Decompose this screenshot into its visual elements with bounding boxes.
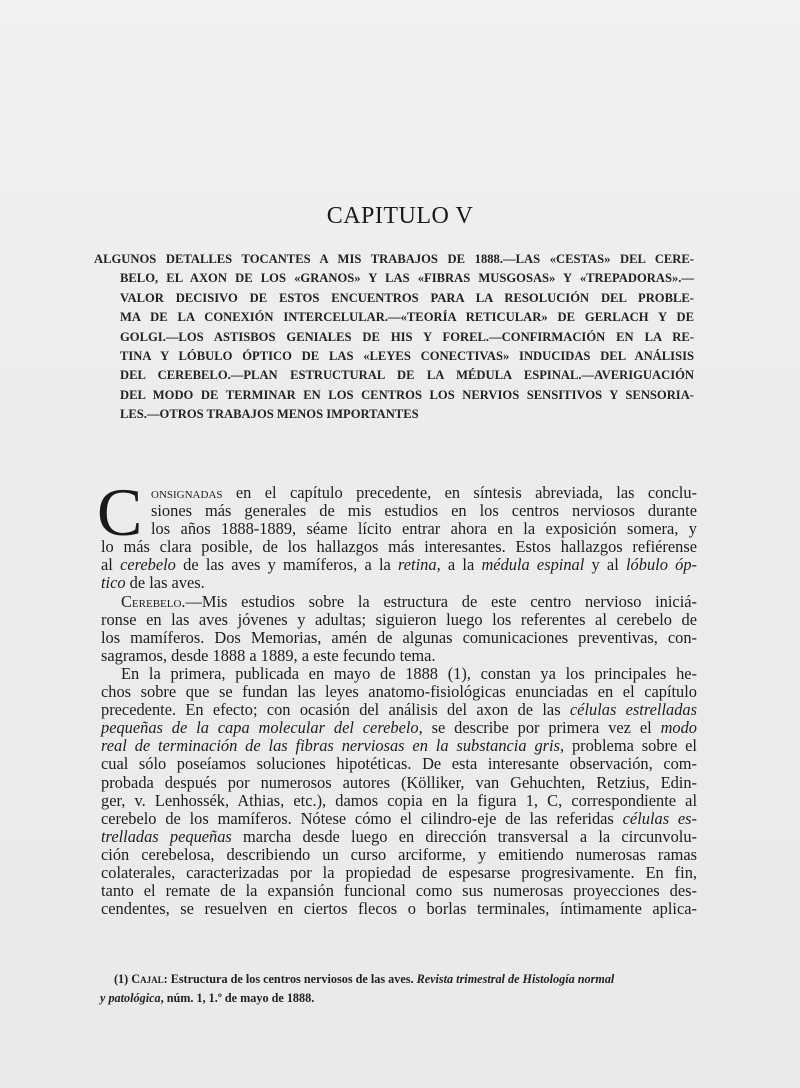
- footnote-line: y patológica, núm. 1, 1.º de mayo de 1888.: [100, 991, 315, 1005]
- summary-line: MA DE LA CONEXIÓN INTERCELULAR.—«TEORÍA RETICULAR» DE GERLACH Y DE: [120, 310, 694, 325]
- summary-line: ALGUNOS DETALLES TOCANTES A MIS TRABAJOS DE 1888.—LAS «CESTAS» DEL CERE-: [94, 252, 694, 266]
- summary-line: DEL MODO DE TERMINAR EN LOS CENTROS LOS NERVIOS SENSITIVOS Y SENSORIA-: [120, 387, 694, 402]
- paragraph-line: probada después por numerosos autores (Kölliker, van Gehuchten, Retzius, Edin-: [101, 772, 697, 792]
- paragraph-line: sagramos, desde 1888 a 1889, a este fecundo tema.: [101, 645, 436, 665]
- paragraph-line: trelladas pequeñas marcha desde luego en dirección transversal a la circunvolu-: [101, 826, 697, 846]
- paragraph-line: onsignadas en el capítulo precedente, en síntesis abreviada, las conclu-: [151, 483, 697, 502]
- summary-line: DEL CEREBELO.—PLAN ESTRUCTURAL DE LA MÉDULA ESPINAL.—AVERIGUACIÓN: [120, 368, 694, 383]
- summary-line: GOLGI.—LOS ASTISBOS GENIALES DE HIS Y FOREL.—CONFIRMACIÓN EN LA RE-: [120, 329, 694, 344]
- paragraph-line: cerebelo de los mamíferos. Nótese cómo el cilindro-eje de las referidas células es-: [101, 808, 698, 828]
- paragraph-line: pequeñas de la capa molecular del cerebelo, se describe por primera vez el modo: [101, 718, 697, 738]
- chapter-summary: [94, 250, 694, 425]
- paragraph-line: chos sobre que se fundan las leyes anatomo-fisiológicas enunciadas en el capítulo: [101, 682, 697, 702]
- paragraph-line: tico de las aves.: [101, 573, 205, 593]
- footnote: [100, 970, 698, 1008]
- paragraph-line: los mamíferos. Dos Memorias, amén de algunas comunicaciones preventivas, con-: [101, 627, 697, 647]
- paragraph-line: Cerebelo.—Mis estudios sobre la estructura de este centro nervioso iniciá-: [121, 591, 697, 611]
- footnote-line: (1) Cajal: Estructura de los centros nerviosos de las aves. Revista trimestral de Histología normal: [114, 972, 615, 986]
- paragraph-line: ronse en las aves jóvenes y adultas; siguieron luego los referentes al cerebelo de: [101, 609, 697, 629]
- drop-cap: C: [97, 474, 143, 550]
- paragraph-line: ger, v. Lenhossék, Athias, etc.), damos copia en la figura 1, C, correspondiente al: [101, 790, 697, 810]
- summary-line: TINA Y LÓBULO ÓPTICO DE LAS «LEYES CONECTIVAS» INDUCIDAS DEL ANÁLISIS: [120, 349, 694, 364]
- paragraph-line: colaterales, caracterizadas por la propiedad de espesarse progresivamente. En fin,: [101, 862, 697, 882]
- paragraph-line: los años 1888-1889, séame lícito entrar ahora en la exposición somera, y: [151, 519, 697, 539]
- summary-line: LES.—OTROS TRABAJOS MENOS IMPORTANTES: [120, 407, 419, 422]
- paragraph-line: tanto el remate de la expansión funcional como sus numerosas proyecciones des-: [101, 881, 697, 901]
- body-text: [97, 474, 698, 919]
- paragraph-line: ción cerebelosa, describiendo un curso arciforme, y emitiendo numerosas ramas: [101, 844, 697, 864]
- chapter-title: CAPITULO V: [326, 203, 474, 229]
- paragraph-line: siones más generales de mis estudios en los centros nerviosos durante: [151, 501, 697, 521]
- paragraph-line: precedente. En efecto; con ocasión del análisis del axon de las células estrelladas: [101, 700, 697, 720]
- paragraph-line: lo más clara posible, de los hallazgos más interesantes. Estos hallazgos refiérense: [101, 537, 697, 557]
- paragraph-line: En la primera, publicada en mayo de 1888 (1), constan ya los principales he-: [121, 663, 697, 683]
- summary-line: VALOR DECISIVO DE ESTOS ENCUENTROS PARA LA RESOLUCIÓN DEL PROBLE-: [120, 290, 694, 305]
- summary-line: BELO, EL AXON DE LOS «GRANOS» Y LAS «FIBRAS MUSGOSAS» Y «TREPADORAS».—: [120, 271, 694, 286]
- paragraph-line: cual sólo poseíamos soluciones hipotéticas. De esta interesante observación, com-: [101, 754, 697, 774]
- paragraph-line: real de terminación de las fibras nerviosas en la substancia gris, problema sobre el: [101, 736, 697, 756]
- paragraph-line: al cerebelo de las aves y mamíferos, a la retina, a la médula espinal y al lóbulo óp-: [101, 555, 697, 575]
- paragraph-line: cendentes, se resuelven en ciertos flecos o borlas terminales, íntimamente aplica-: [101, 899, 697, 919]
